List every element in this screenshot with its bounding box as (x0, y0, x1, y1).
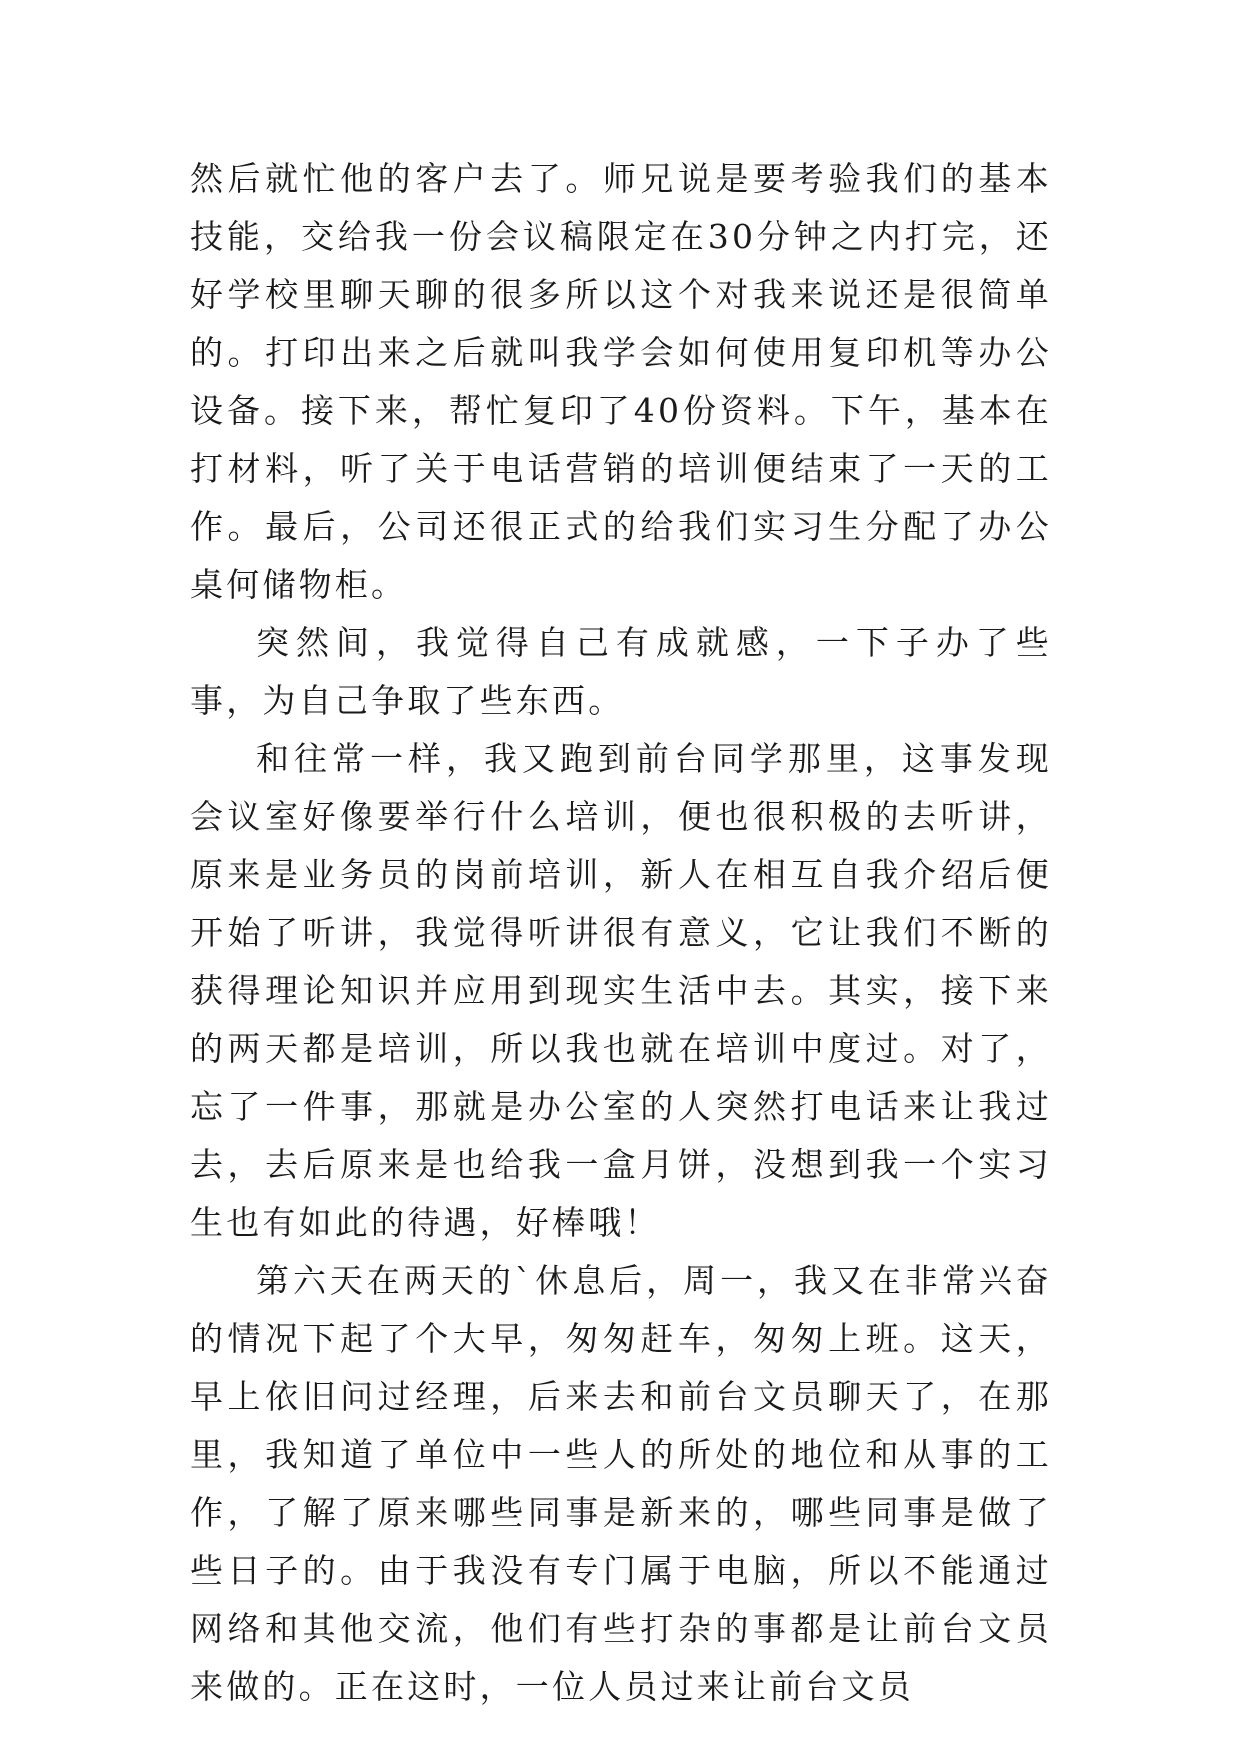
paragraph-1: 然后就忙他的客户去了。师兄说是要考验我们的基本技能，交给我一份会议稿限定在30分钟之内打完，还好学校里聊天聊的很多所以这个对我来说还是很简单的。打印出来之后就叫我学会如何使用复印机等办公设备。接下来，帮忙复印了40份资料。下午，基本在打材料，听了关于电话营销的培训便结束了一天的工作。最后，公司还很正式的给我们实习生分配了办公桌何储物柜。 (190, 159, 1052, 604)
paragraph-3: 和往常一样，我又跑到前台同学那里，这事发现会议室好像要举行什么培训，便也很积极的去听讲，原来是业务员的岗前培训，新人在相互自我介绍后便开始了听讲，我觉得听讲很有意义，它让我们不断的获得理论知识并应用到现实生活中去。其实，接下来的两天都是培训，所以我也就在培训中度过。对了，忘了一件事，那就是办公室的人突然打电话来让我过去，去后原来是也给我一盒月饼，没想到我一个实习生也有如此的待遇，好棒哦！ (190, 739, 1052, 1242)
paragraph-2: 突然间，我觉得自己有成就感，一下子办了些事，为自己争取了些东西。 (190, 623, 1052, 720)
body-text (190, 150, 1052, 1716)
paragraph-4: 第六天在两天的`休息后，周一，我又在非常兴奋的情况下起了个大早，匆匆赶车，匆匆上班。这天，早上依旧问过经理，后来去和前台文员聊天了，在那里，我知道了单位中一些人的所处的地位和从事的工作，了解了原来哪些同事是新来的，哪些同事是做了些日子的。由于我没有专门属于电脑，所以不能通过网络和其他交流，他们有些打杂的事都是让前台文员来做的。正在这时，一位人员过来让前台文员 (190, 1261, 1052, 1706)
